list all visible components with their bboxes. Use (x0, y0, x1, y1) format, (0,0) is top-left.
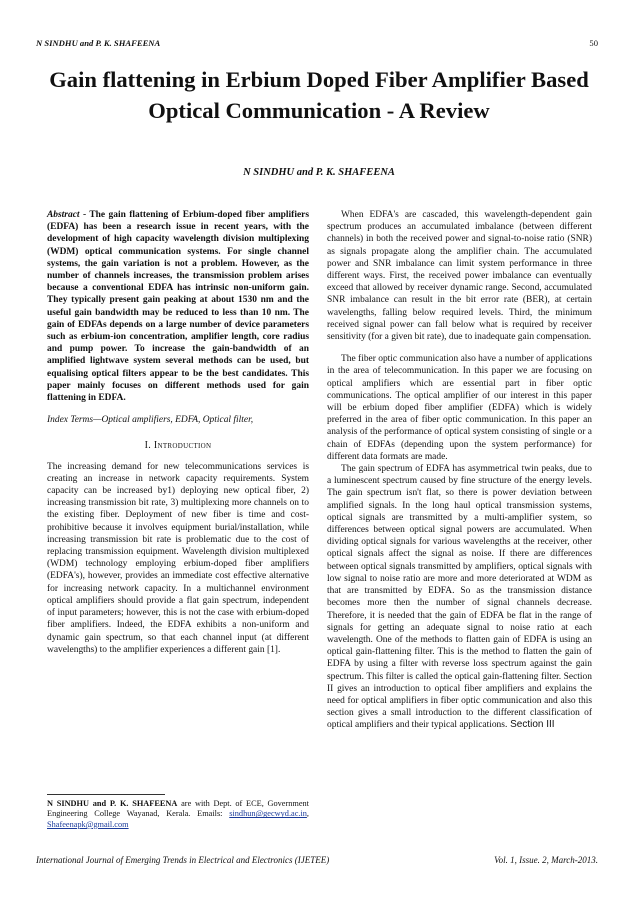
index-terms: Index Terms—Optical amplifiers, EDFA, Optical filter, (47, 415, 254, 426)
index-terms-label: Index Terms (47, 415, 94, 426)
email-link-1[interactable]: sindhun@gecwyd.ac.in (229, 809, 307, 819)
paragraph-cascaded-edfa: When EDFA's are cascaded, this wavelength-dependent gain spectrum produces an accumulated imbalance (between different channels) in both the received power and signal-to-noise ratio (SNR) as signals propagate along the amplifier chain. The accumulated power and SNR imbalance can limit system performance in three different ways. First, the received power imbalance can eventually exceed that allowed by receiver dynamic range. Second, accumulated SNR imbalance can result in the bit error rate (BER), at certain wavelengths, falling below required levels. Third, the minimum received signal power can fall below what is required by receiver sensitivity (for a given bit rate), due to inadequate gain compensation. (327, 210, 592, 343)
section-title: Introduction (153, 440, 212, 452)
paragraph-gain-spectrum-tail: Section III (507, 719, 555, 731)
paragraph-applications: The fiber optic communication also have a number of applications in the area of telecommunication. In this paper we are focusing on optical amplifiers which are essential part in fiber optic communications. The optical amplifier of our interest in this paper will be erbium doped fiber amplifier (EDFA) which is widely preferred in the area of fiber optic communication. In this paper an analysis of the performance of optical system consisting of single or a chain of EDFAs (depending upon the system performance) for different data formats are made. (327, 354, 592, 462)
paper-title: Gain flattening in Erbium Doped Fiber Amplifier Based Optical Communication - A Review (49, 67, 589, 123)
footer-volume: Vol. 1, Issue. 2, March-2013. (494, 855, 598, 865)
abstract-text: - The gain flattening of Erbium-doped fiber amplifiers (EDFA) has been a research issue in recent years, with the development of high capacity wavelength division multiplexing (WDM) optical communication systems. For single channel systems, the gain variation is not a problem. However, as the number of channels increases, the transmission problem arises because a conventional EDFA has intrinsic non-uniform gain. They typically present gain peaking at about 1530 nm and the useful gain bandwidth may be reduced to less than 10 nm. The gain of EDFAs depends on a large number of device parameters such as erbium-ion concentration, amplifier length, core radius and pump power. To increase the gain-bandwidth of an amplified lightwave system several methods can be used, but equalising optical filters appear to be the best candidates. This paper mainly focuses on different methods used for gain flattening in EDFA. (47, 210, 309, 404)
intro-paragraph: The increasing demand for new telecommunications services is creating an increase in network capacity requirements. System capacity can be increased by1) deploying new optical fiber, 2) increasing transmission bit rate, 3) multiplexing more channels on to the existing fiber. Deployment of new fiber is time and cost-prohibitive because it involves equipment burial/installation, while increasing transmission bit rate is problematic due to the cost of replacing transmission equipment. Wavelength division multiplexed (WDM) technology employing erbium-doped fiber amplifiers (EDFA's), however, provides an immediate cost effective alternative for increasing network capacity. In a multichannel environment optical amplifiers should provide a flat gain spectrum, independent of input parameters; however, this is not the case with erbium-doped fiber amplifiers. Indeed, the EDFA exhibits a non-uniform and dynamic gain spectrum, so that each channel input (at different wavelengths) to the amplifier experiences a different gain [1]. (47, 461, 309, 655)
right-column (327, 209, 592, 732)
page-number: 50 (589, 38, 598, 48)
section-number: I. (144, 440, 152, 452)
index-terms-text: Optical amplifiers, EDFA, Optical filter, (101, 415, 254, 426)
footnote-affiliation: are with Dept. of ECE, Government Engineering College Wayanad, Kerala. Emails: (47, 799, 309, 819)
footnote-authors: N SINDHU and P. K. SHAFEENA (47, 799, 178, 808)
abstract (47, 209, 309, 404)
paper-authors: N SINDHU and P. K. SHAFEENA (243, 167, 395, 178)
abstract-label: Abstract (47, 210, 80, 220)
running-header-authors: N SINDHU and P. K. SHAFEENA (36, 38, 161, 48)
footnote-divider (47, 794, 165, 795)
paragraph-gain-spectrum (327, 463, 592, 731)
author-footnote (47, 799, 309, 830)
section-heading-introduction (47, 440, 309, 452)
footer-journal: International Journal of Emerging Trends in Electrical and Electronics (IJETEE) (36, 855, 330, 865)
left-column (47, 209, 309, 656)
email-link-2[interactable]: Shafeenapk@gmail.com (47, 819, 129, 829)
footnote-separator: , (306, 809, 309, 819)
paragraph-gain-spectrum-text: The gain spectrum of EDFA has asymmetrical twin peaks, due to a luminescent spectrum caused by fine structure of the energy levels. The gain spectrum isn't flat, so there is power deviation between amplified signals. In the long haul optical transmission systems, optical signals are transmitted by a multi-amplifier system, so differences between optical signal powers are accumulated. When dividing optical signals for various wavelengths at the receiver, other optical signals affect the signal as noise. If there are differences between optical signals transmitted by amplifiers, optical signals with low signal to noise ratio are more and more deteriorated at WDM as that are transmitted by EDFA. So as the transmission distance becomes more then the number of signal channels decrease. Therefore, it is needed that the gain of EDFA be flat in the range of signals for getting an adequate signal to noise ratio at each wavelength. One of the methods to flatten gain of EDFA is using an optical gain-flattening filter. This is the method to flatten the gain of EDFA by using a filter with reverse loss spectrum against the gain spectrum. This filter is called the optical gain-flattening filter. Section II gives an introduction to optical fiber amplifiers and explains the need for optical amplifiers in fiber optic communication and also this section gives a small introduction to the different classification of optical amplifiers and their typical applications. (327, 464, 592, 731)
